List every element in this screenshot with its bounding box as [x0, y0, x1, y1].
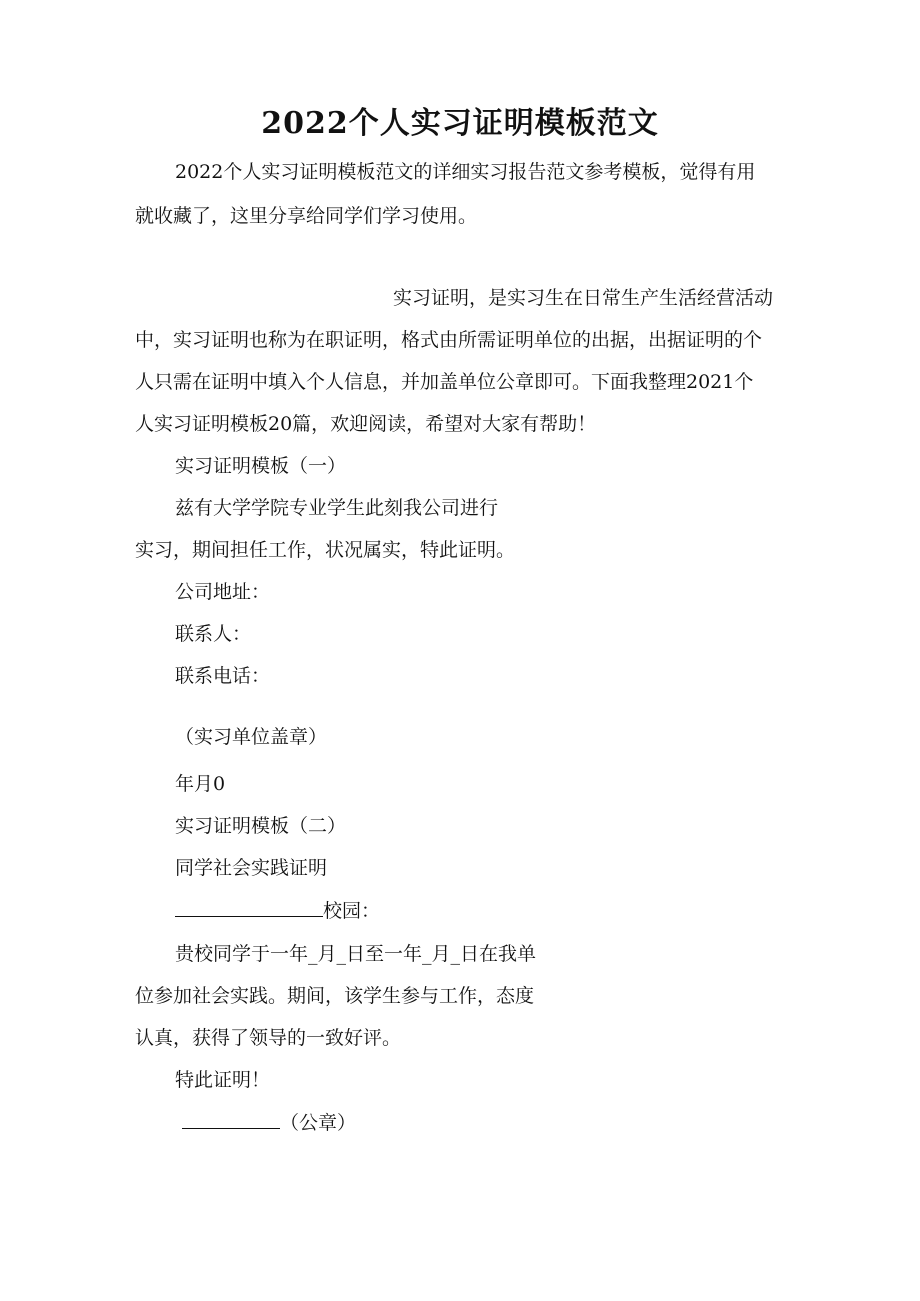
template1-body-line-2: 实习，期间担任工作，状况属实，特此证明。: [135, 539, 516, 561]
template1-heading: 实习证明模板（一）: [175, 455, 347, 477]
template2-heading: 实习证明模板（二）: [175, 815, 347, 837]
school-name-blank: [175, 898, 323, 917]
stamp-blank: [182, 1110, 280, 1129]
para-line-2: 中，实习证明也称为在职证明，格式由所需证明单位的出据，出据证明的个: [135, 329, 763, 351]
contact-person-label: 联系人：: [175, 623, 252, 645]
template2-body-line-3: 认真，获得了领导的一致好评。: [135, 1027, 402, 1049]
template1-body-line-1: 兹有大学学院专业学生此刻我公司进行: [175, 497, 499, 519]
document-title: 2022个人实习证明模板范文: [261, 106, 659, 141]
date-line: 年月0: [175, 773, 226, 795]
template2-subtitle: 同学社会实践证明: [175, 857, 328, 879]
para-line-4: 人实习证明模板20篇，欢迎阅读，希望对大家有帮助！: [135, 413, 597, 435]
intro-line-2: 就收藏了，这里分享给同学们学习使用。: [135, 205, 478, 227]
school-label: 校园：: [323, 900, 381, 922]
stamp-line: [182, 1110, 356, 1135]
para-line-1: 实习证明，是实习生在日常生产生活经营活动: [393, 287, 774, 309]
contact-phone-label: 联系电话：: [175, 665, 271, 687]
template2-body-line-2: 位参加社会实践。期间，该学生参与工作，态度: [135, 985, 535, 1007]
template2-body-line-1: 贵校同学于一年_月_日至一年_月_日在我单: [175, 943, 537, 965]
closing-line: 特此证明！: [175, 1069, 271, 1091]
company-address-label: 公司地址：: [175, 581, 271, 603]
stamp-label: （公章）: [280, 1112, 357, 1134]
seal-note: （实习单位盖章）: [175, 726, 328, 748]
school-line: [175, 898, 380, 923]
intro-line-1: 2022个人实习证明模板范文的详细实习报告范文参考模板，觉得有用: [175, 161, 756, 183]
para-line-3: 人只需在证明中填入个人信息，并加盖单位公章即可。下面我整理2021个: [135, 371, 754, 393]
